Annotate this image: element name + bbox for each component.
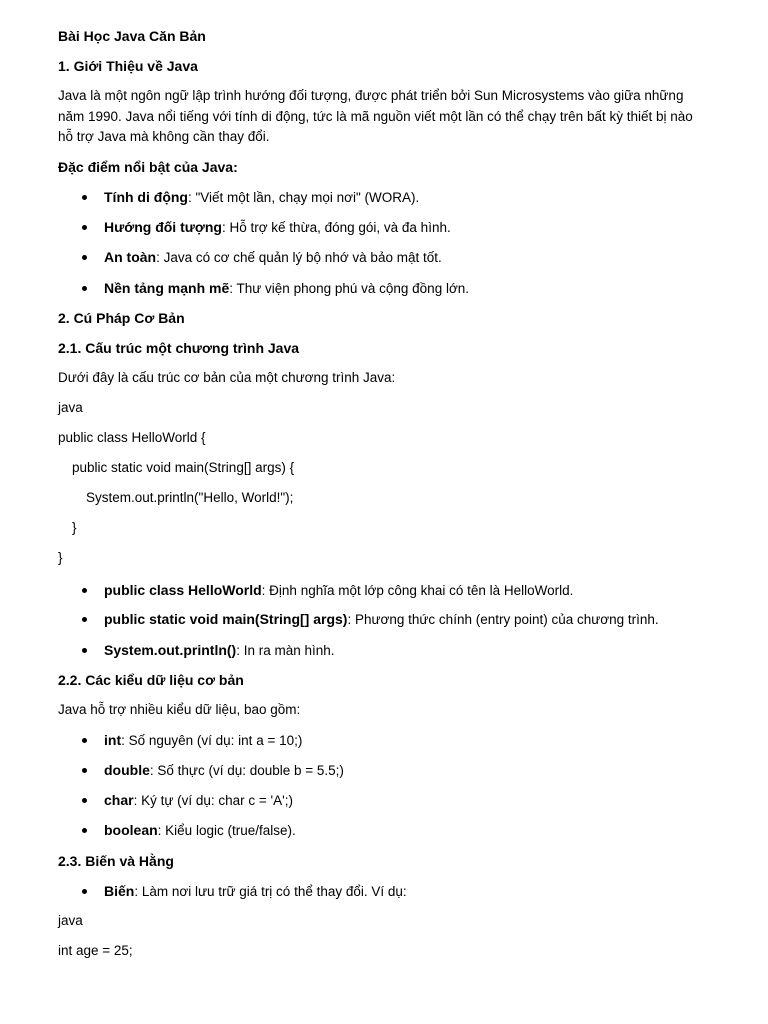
list-item [104, 247, 442, 268]
list-item [104, 640, 335, 661]
code-line: System.out.println("Hello, World!"); [86, 490, 294, 505]
list-item [104, 790, 293, 811]
code-lang-label: java [58, 400, 83, 415]
features-heading: Đặc điểm nổi bật của Java: [58, 159, 238, 175]
desc: : In ra màn hình. [236, 643, 335, 658]
section-2-2-intro: Java hỗ trợ nhiều kiểu dữ liệu, bao gồm: [58, 702, 301, 717]
desc: : Kiểu logic (true/false). [157, 823, 296, 838]
list-item [104, 881, 407, 902]
term: System.out.println() [104, 642, 237, 658]
desc: : Java có cơ chế quản lý bộ nhớ và bảo mật tốt. [156, 250, 442, 265]
list-item [104, 187, 419, 208]
list-item [104, 278, 469, 299]
desc: : "Viết một lần, chạy mọi nơi" (WORA). [187, 190, 420, 205]
section-2-1-heading: 2.1. Cấu trúc một chương trình Java [58, 340, 300, 356]
list-item [104, 217, 451, 238]
term: public static void main(String[] args) [104, 611, 348, 627]
desc: : Phương thức chính (entry point) của chương trình. [347, 612, 659, 627]
term: Biến [104, 883, 135, 899]
section-1-heading: 1. Giới Thiệu về Java [58, 58, 198, 74]
term: Hướng đối tượng [104, 219, 222, 235]
section-2-3-heading: 2.3. Biến và Hằng [58, 853, 174, 869]
code-line: public class HelloWorld { [58, 430, 206, 445]
section-1-paragraph: Java là một ngôn ngữ lập trình hướng đối tượng, được phát triển bởi Sun Microsystems vào giữa những năm 1990. Java nổi tiếng với tính di động, tức là mã nguồn viết một lần có thể chạy trên bất kỳ thiết bị nào hỗ trợ Java mà không cần thay đổi. [58, 88, 693, 144]
section-2-2-heading: 2.2. Các kiểu dữ liệu cơ bản [58, 672, 244, 688]
list-item [104, 760, 344, 781]
desc: : Định nghĩa một lớp công khai có tên là HelloWorld. [261, 583, 574, 598]
desc: : Làm nơi lưu trữ giá trị có thể thay đổi. Ví dụ: [134, 884, 407, 899]
list-item [104, 730, 302, 751]
term: boolean [104, 822, 158, 838]
term: Tính di động [104, 189, 188, 205]
desc: : Thư viện phong phú và cộng đồng lớn. [229, 281, 470, 296]
section-2-1-intro: Dưới đây là cấu trúc cơ bản của một chương trình Java: [58, 370, 396, 385]
code-line: } [72, 520, 77, 535]
term: int [104, 732, 122, 748]
code-line: } [58, 550, 63, 565]
code-line: int age = 25; [58, 943, 133, 958]
section-2-heading: 2. Cú Pháp Cơ Bản [58, 310, 185, 326]
list-item [104, 609, 659, 630]
desc: : Số nguyên (ví dụ: int a = 10;) [121, 733, 303, 748]
list-item [104, 820, 296, 841]
desc: : Số thực (ví dụ: double b = 5.5;) [149, 763, 344, 778]
code-line: public static void main(String[] args) { [72, 460, 295, 475]
list-item [104, 580, 573, 601]
doc-title: Bài Học Java Căn Bản [58, 28, 206, 44]
desc: : Ký tự (ví dụ: char c = 'A';) [133, 793, 293, 808]
term: double [104, 762, 150, 778]
term: An toàn [104, 249, 157, 265]
term: char [104, 792, 134, 808]
code-lang-label: java [58, 913, 83, 928]
term: public class HelloWorld [104, 582, 262, 598]
term: Nền tảng mạnh mẽ [104, 280, 230, 296]
desc: : Hỗ trợ kế thừa, đóng gói, và đa hình. [221, 220, 451, 235]
